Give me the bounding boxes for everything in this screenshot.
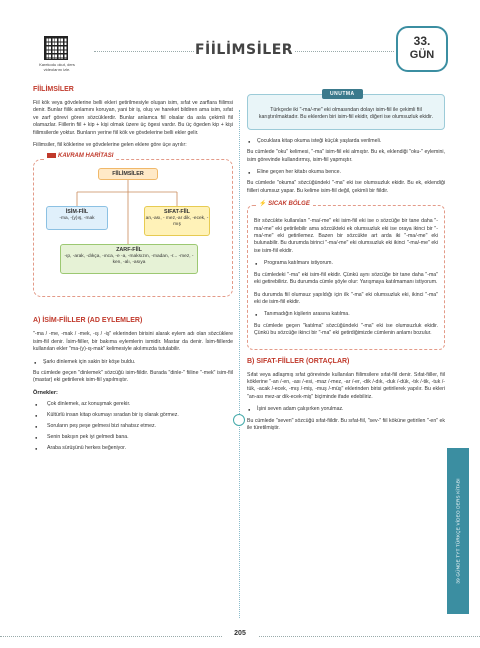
right-column	[247, 86, 445, 437]
sifat-fiil-suffixes: an,-ası, - mez,-ar dik, -ecek, -mış	[145, 216, 209, 228]
day-label: GÜN	[409, 49, 435, 61]
subsection-a-text: "-ma / -me, -mak / -mek, -ış / -iş" eklerinden birisini alarak eylem adı olan sözcüklere isim-fiil denir. İsim-fiiller, bir bakıma eylemlerin ismidir. Mastar da denir. İsim-fiillerde kullanılan ekler "ma-(y)-ış-mak" kelimesiyle akılımızda tutulabilir.	[33, 331, 233, 353]
map-node-zarf-fiil	[60, 244, 198, 274]
day-number: 33.	[413, 34, 431, 48]
zarf-fiil-suffixes: -ıp, -arak, -dıkça, -ınca, -e -a, -maksızın, -madan, -r... -mez, -ken, -alı, -asıya	[64, 254, 194, 266]
column-divider	[239, 110, 240, 618]
example-sentence: ● Eline geçen her kitabı okuma bence.	[247, 169, 445, 176]
hot-zone-text-2: Bu durumda fiil olumsuz yapıldığı için ilk "-ma" eki olumsuzluk eki, ikinci "-ma" eki de isim-fiil ekidir.	[254, 291, 438, 305]
list-item: ● Araba sürüşünü herkes beğeniyor.	[33, 445, 233, 452]
isim-fiil-title: İSİM-FİİL	[65, 209, 89, 216]
note-tag: UNUTMA	[322, 89, 363, 99]
section-title: FİİLİMSİLER	[33, 86, 74, 93]
subsection-b-title: B) SIFAT-FİİLLER (ORTAÇLAR)	[247, 357, 350, 365]
intro-paragraph-2: Fiilimsiler, fiil köklerine ve gövdelerine gelen eklere göre üçe ayrılır:	[33, 142, 187, 149]
hot-zone-tag	[256, 200, 313, 207]
example-sentence: ● İşini seven adam çalışırken yorulmaz.	[247, 406, 445, 413]
example-sentence: ● Tanımadığın kişilerin arasına katılma.	[254, 311, 438, 318]
examples-heading: Örnekler:	[33, 389, 58, 396]
qr-code[interactable]	[44, 36, 68, 60]
map-node-sifat-fiil	[144, 206, 210, 236]
example-explanation: Bu cümlede "okuma" sözcüğündeki "-ma" eki ise olumsuzluk ekidir. Bu ek, eklendiği fiilleri olumsuz yapar. Bu kelime isim-fiil değil, çekimli bir fiildir.	[247, 180, 445, 194]
example-explanation: Bu cümlede geçen "katılma" sözcüğündeki "-ma" eki ise olumsuzluk ekidir. Çünkü bu sözcüğe ikinci bir "-ma" eki getirdiğimizde cümlenin anlamı bozulur.	[254, 322, 438, 337]
example-explanation: Bu cümlede "seven" sözcüğü sıfat-fiildir. Bu sıfat-fiil, "sev-" fiil köküne getirilen "-en" ek ile türetilmiştir.	[247, 417, 445, 431]
unutma-note-box	[247, 91, 445, 130]
zarf-fiil-title: ZARF-FİİL	[116, 247, 142, 254]
page-header	[0, 0, 480, 80]
book-ribbon	[447, 448, 469, 614]
example-sentence: ● Şarkı dinlemek için sakin bir köşe buldu.	[33, 359, 233, 366]
sicak-bolge-box	[247, 201, 445, 349]
sifat-fiil-title: SIFAT-FİİL	[164, 209, 190, 216]
page-footer	[0, 626, 480, 648]
page-title: FİİLİMSİLER	[194, 42, 294, 58]
hot-zone-text: Bir sözcükte kullanılan "-ma/-me" eki isim-fiil eki ise o sözcüğe bir tane daha "-ma/-me" eki getirilebilir ama sözcükteki ek olumsuzluk eki ise oraya ikinci bir "-ma/-me" eki getirilemez. Bazen bir sözcükte art arda iki "-ma/-me" eki bulunabilir. Bu durumda birinci "-ma/-me" eki olumsuzluk eki ikinci "-ma/-me" eki ise isim-fiil ekidir.	[254, 218, 438, 254]
cap-icon	[47, 153, 56, 158]
day-badge	[396, 26, 448, 72]
isim-fiil-suffixes: -ma, -(y)ış, -mak	[59, 216, 95, 222]
example-sentence: ● Programa katılmanı istiyorum.	[254, 260, 438, 267]
qr-caption: Karekodu okut, ders videolarını izle.	[39, 62, 75, 72]
subsection-a-title: A) İSİM-FİİLLER (AD EYLEMLER)	[33, 317, 143, 325]
title-bar	[94, 42, 394, 62]
ribbon-text: 39 GÜNDE TYT TÜRKÇE VİDEO DERS KİTABI	[455, 478, 461, 584]
concept-map	[33, 153, 233, 297]
left-column	[33, 86, 233, 456]
map-node-root: FİİLİMSİLER	[98, 168, 158, 180]
example-explanation: Bu cümlede "oku" kelimesi, "-ma" isim-fiil eki almıştır. Bu ek, eklendiği "oku-" eylemini, isim görevinde kullandırmış, isim-fiil yapmıştır.	[247, 149, 445, 163]
example-explanation: Bu cümlede geçen "dinlemek" sözcüğü isim-fiildir. Burada "dinle-" fiiline "-mek" isim-fiil (mastar) eki getirilerek isim-fiil yapılmıştır.	[33, 370, 233, 384]
lightning-icon: ⚡	[259, 201, 267, 208]
list-item: ● Kültürlü insan kitap okumayı sıradan bir iş olarak görmez.	[33, 412, 233, 419]
map-node-isim-fiil	[46, 206, 108, 230]
divider-marker	[233, 414, 245, 426]
example-explanation: Bu cümledeki "-ma" eki isim-fiil ekidir. Çünkü aynı sözcüğe bir tane daha "-ma" eki getirebiliriz. Bu durumda cümle şöyle olur: Yarışmaya katılmamanı istiyorum.	[254, 271, 438, 286]
subsection-b-text: Sıfat veya adlaşmış sıfat görevinde kullanılan fiilimsilere sıfat-fiil denir. Sıfat-fiiller, fiil köklerine "-an /-en, -ası /-esi, -maz /-mez, -ar /-er, -dik /-dık, -duk /-dük, -tık /-tik, -tuk /-tük, -acak /-ecek, -mış /-miş, -muş /-müş" eklerinden birisi getirilerek yapılır. Bu ekleri "an-ası mez-ar dik-ecek-miş" biçiminde ifade edebiliriz.	[247, 371, 445, 400]
concept-map-label: KAVRAM HARİTASI	[58, 153, 114, 160]
intro-paragraph: Fiil kök veya gövdelerine belli ekleri getirilmesiyle oluşan isim, sıfat ve zarflara fiilimsi denir. Bunlar fiilik anlamını koruyan, yani bir iş, oluş ve hareket bildiren ama isim, sıfat ve zarf görevi gören sözcüklerdir. Bunlar anlamca fiil olsalar da asla çekimli fiil olamazlar. Fiillerin fiil + kip + kişi olmak üzere üç ögesi vardır. Bu üç ögeden kip + kişi fiilimsilerde yoktur. Bunların yerine fiil kök ve gövdelerine belli ekler gelir.	[33, 100, 233, 136]
page-number: 205	[222, 630, 258, 637]
list-item: ● Çok dinlemek, az konuşmak gerekir.	[33, 401, 233, 408]
list-item: ● Senin bakışın pek iyi gelmedi bana.	[33, 434, 233, 441]
concept-map-tag	[44, 153, 116, 159]
note-text: Türkçede iki "-ma/-me" eki olmasından dolayı isim-fiil ile çekimli fiil karıştırılmaktadır. Bu eklerden biri isim-fiil ekidir, diğeri ise olumsuzluk ekidir.	[258, 107, 434, 121]
example-sentence: ● Çocuklara kitap okuma isteği küçük yaşlarda verilmeli.	[247, 138, 445, 145]
list-item: ● Soruların peş peşe gelmesi bizi rahatsız etmez.	[33, 423, 233, 430]
hot-zone-label: SICAK BÖLGE	[268, 201, 310, 208]
